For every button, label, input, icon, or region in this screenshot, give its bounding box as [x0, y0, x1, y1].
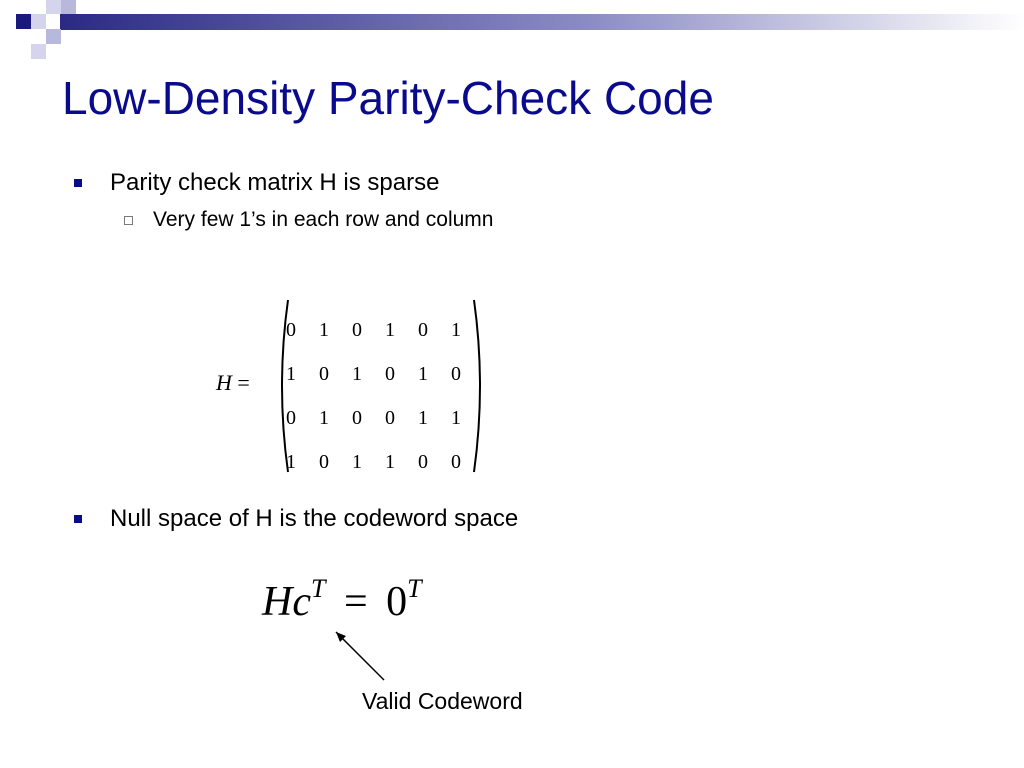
matrix-cell: 0 [352, 406, 362, 429]
matrix-cell: 0 [286, 406, 296, 429]
bullet-square-icon [74, 515, 82, 523]
matrix-cell: 1 [418, 362, 428, 385]
matrix-cell: 0 [451, 362, 461, 385]
matrix-cell: 0 [418, 450, 428, 473]
bullet-text: Null space of H is the codeword space [110, 505, 519, 532]
matrix-cell: 1 [385, 318, 395, 341]
equation-zero: 0 [386, 579, 408, 625]
matrix-cell: 1 [385, 450, 395, 473]
matrix-cell: 0 [385, 406, 395, 429]
matrix-row [286, 352, 484, 396]
matrix-label: H = [216, 370, 250, 395]
sub-bullet-item [124, 207, 493, 233]
matrix-cell: 1 [451, 406, 461, 429]
matrix-cell: 1 [286, 362, 296, 385]
matrix-cell: 0 [319, 450, 329, 473]
equation-transpose: T [311, 574, 326, 603]
matrix-cell: 1 [418, 406, 428, 429]
header-decoration [0, 0, 1024, 60]
matrix-cell: 0 [385, 362, 395, 385]
equation-codeword-symbol: c [292, 579, 311, 625]
matrix-cell: 1 [319, 318, 329, 341]
matrix-cell: 1 [286, 450, 296, 473]
matrix-row [286, 396, 484, 440]
annotation-arrow-icon [330, 628, 390, 684]
matrix-cell: 1 [352, 362, 362, 385]
sub-bullet-text: Very few 1’s in each row and column [153, 208, 494, 231]
bullet-item [74, 504, 518, 534]
bullet-square-icon [74, 179, 82, 187]
matrix-cell: 0 [352, 318, 362, 341]
matrix-cell: 1 [352, 450, 362, 473]
equation-equals: = [343, 579, 368, 625]
bullet-text: Parity check matrix H is sparse [110, 169, 440, 196]
slide-title: Low-Density Parity-Check Code [62, 72, 714, 124]
matrix-grid [286, 308, 484, 484]
hollow-square-icon [124, 216, 133, 225]
bullet-item [74, 168, 439, 198]
annotation-label: Valid Codeword [362, 688, 523, 714]
matrix-cell: 0 [286, 318, 296, 341]
matrix-cell: 0 [451, 450, 461, 473]
parity-matrix [216, 296, 486, 476]
matrix-cell: 1 [319, 406, 329, 429]
matrix-cell: 0 [319, 362, 329, 385]
matrix-row [286, 440, 484, 484]
codeword-equation [262, 574, 422, 626]
matrix-row [286, 308, 484, 352]
matrix-cell: 0 [418, 318, 428, 341]
matrix-cell: 1 [451, 318, 461, 341]
equation-matrix-symbol: H [262, 579, 293, 625]
equation-transpose: T [407, 574, 422, 603]
